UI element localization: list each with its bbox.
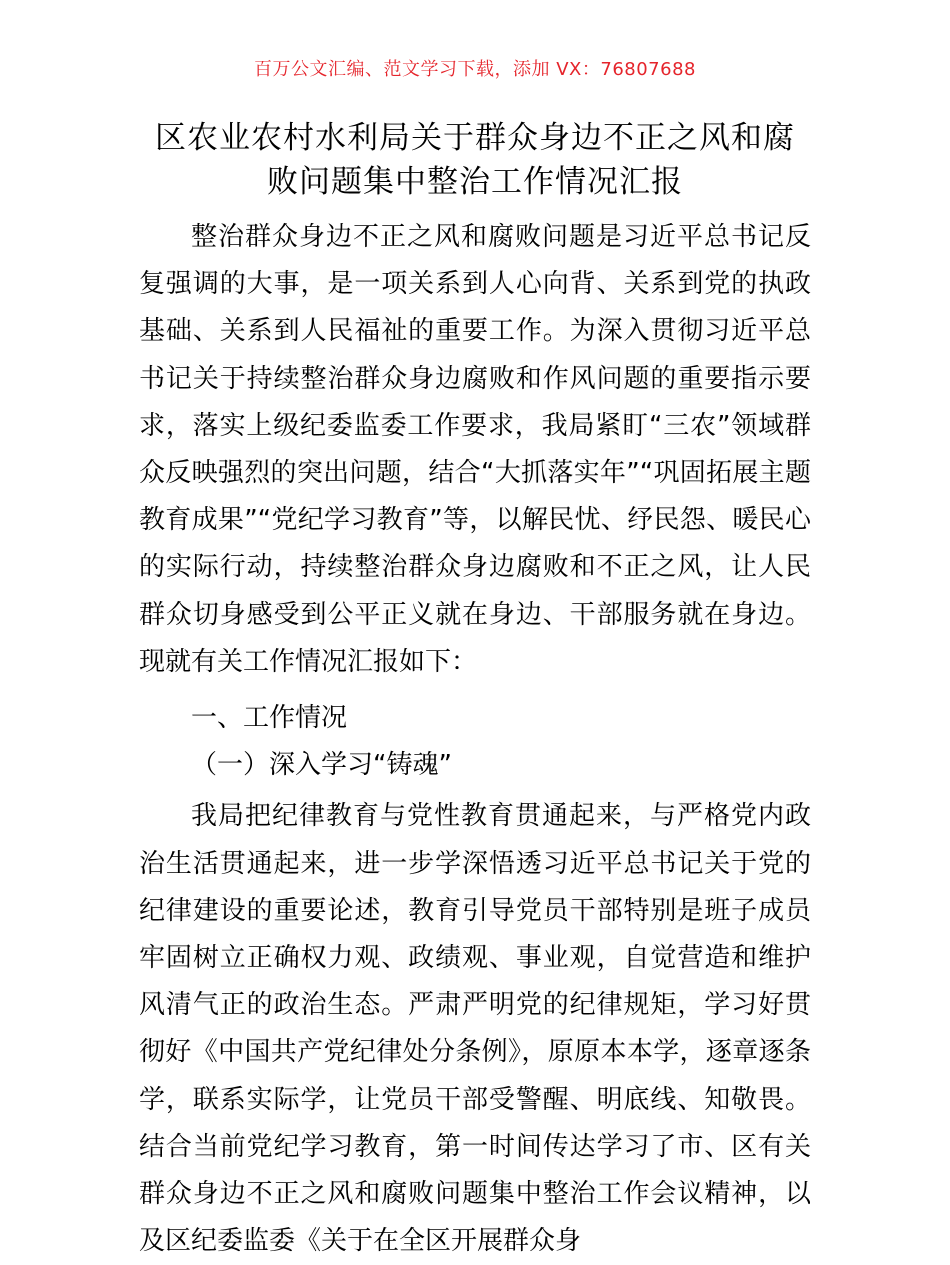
document-title: [130, 116, 820, 204]
title-line-1: 区农业农村水利局关于群众身边不正之风和腐: [155, 120, 795, 156]
body-paragraph: 我局把纪律教育与党性教育贯通起来，与严格党内政治生活贯通起来，进一步学深悟透习近平总书记关于党的纪律建设的重要论述，教育引导党员干部特别是班子成员牢固树立正确权力观、政绩观、事业观，自觉营造和维护风清气正的政治生态。严肃严明党的纪律规矩，学习好贯彻好《中国共产党纪律处分条例》，原原本本学，逐章逐条学，联系实际学，让党员干部受警醒、明底线、知敬畏。结合当前党纪学习教育，第一时间传达学习了市、区有关群众身边不正之风和腐败问题集中整治工作会议精神，以及区纪委监委《关于在全区开展群众身: [139, 801, 811, 1257]
intro-paragraph: 整治群众身边不正之风和腐败问题是习近平总书记反复强调的大事，是一项关系到人心向背、关系到党的执政基础、关系到人民福祉的重要工作。为深入贯彻习近平总书记关于持续整治群众身边腐败和作风问题的重要指示要求，落实上级纪委监委工作要求，我局紧盯“三农”领域群众反映强烈的突出问题，结合“大抓落实年”“巩固拓展主题教育成果”“党纪学习教育”等，以解民忧、纾民怨、暖民心的实际行动，持续整治群众身边腐败和不正之风，让人民群众切身感受到公平正义就在身边、干部服务就在身边。现就有关工作情况汇报如下：: [139, 222, 811, 677]
document-body: [139, 214, 811, 1265]
header-note: 百万公文汇编、范文学习下载，添加 VX：76807688: [254, 59, 696, 80]
section-heading: 一、工作情况: [191, 703, 348, 734]
subsection-heading: （一）深入学习“铸魂”: [191, 750, 452, 781]
title-line-2: 败问题集中整治工作情况汇报: [267, 164, 683, 200]
